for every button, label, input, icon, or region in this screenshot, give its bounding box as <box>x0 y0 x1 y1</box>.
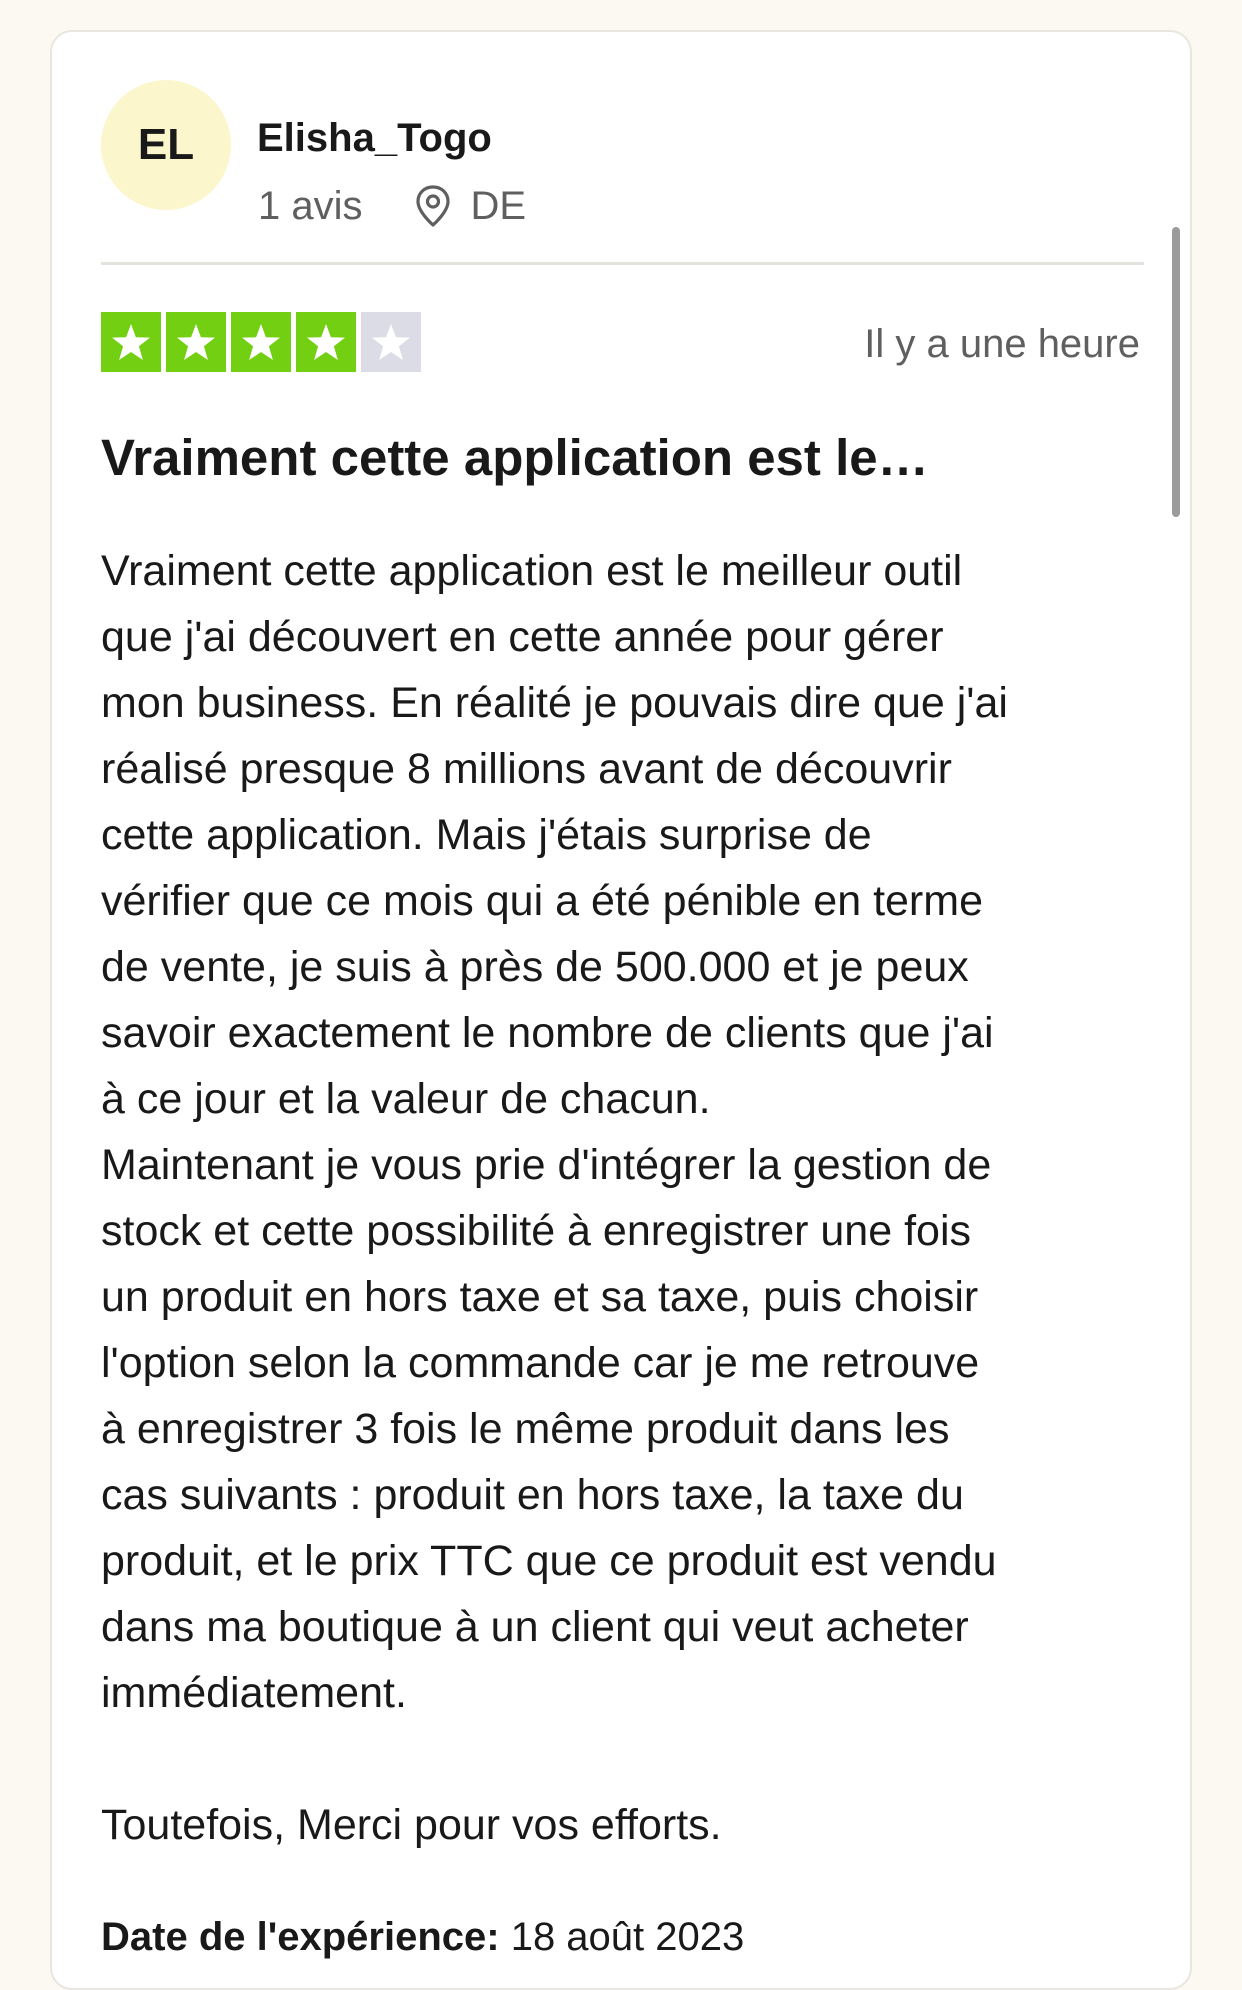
review-title[interactable]: Vraiment cette application est le… <box>101 429 929 486</box>
review-body-line: mon business. En réalité je pouvais dire que j'ai <box>101 679 1008 727</box>
star-icon <box>101 312 161 372</box>
star-icon <box>296 312 356 372</box>
review-body-line: Maintenant je vous prie d'intégrer la gestion de <box>101 1141 992 1189</box>
review-body-line: produit, et le prix TTC que ce produit est vendu <box>101 1537 997 1585</box>
divider <box>101 262 1144 265</box>
location-pin-icon <box>413 184 453 228</box>
review-body-line: réalisé presque 8 millions avant de découvrir <box>101 745 952 793</box>
reviewer-header <box>101 80 1144 228</box>
star-icon <box>231 312 291 372</box>
experience-date <box>101 1912 744 1962</box>
review-body-line: à ce jour et la valeur de chacun. <box>101 1075 711 1123</box>
review-body-line: que j'ai découvert en cette année pour gérer <box>101 613 944 661</box>
star-rating <box>101 312 421 372</box>
review-body-line: Vraiment cette application est le meilleur outil <box>101 547 963 595</box>
review-body-line: savoir exactement le nombre de clients que j'ai <box>101 1009 994 1057</box>
review-body-line: de vente, je suis à près de 500.000 et je peux <box>101 943 969 991</box>
review-body-line: stock et cette possibilité à enregistrer une fois <box>101 1207 971 1255</box>
reviewer-name[interactable]: Elisha_Togo <box>257 116 492 160</box>
blank-line <box>101 1726 1161 1792</box>
reviewer-meta <box>258 184 526 228</box>
experience-date-value: 18 août 2023 <box>510 1915 745 1959</box>
reviewer-country: DE <box>470 184 527 228</box>
review-body-line: immédiatement. <box>101 1669 407 1717</box>
star-icon <box>166 312 226 372</box>
review-body-line: Toutefois, Merci pour vos efforts. <box>101 1801 722 1849</box>
review-body-line: à enregistrer 3 fois le même produit dans les <box>101 1405 950 1453</box>
review-body-line: un produit en hors taxe et sa taxe, puis choisir <box>101 1273 979 1321</box>
avatar[interactable]: EL <box>101 80 231 210</box>
review-body-line: cas suivants : produit en hors taxe, la taxe du <box>101 1471 964 1519</box>
review-body-line: cette application. Mais j'étais surprise de <box>101 811 872 859</box>
review-time: Il y a une heure <box>864 322 1140 366</box>
review-card <box>50 30 1192 1990</box>
scrollbar[interactable] <box>1172 227 1180 517</box>
review-body-line: l'option selon la commande car je me retrouve <box>101 1339 980 1387</box>
experience-date-label: Date de l'expérience: <box>101 1915 500 1959</box>
star-icon <box>361 312 421 372</box>
review-body <box>101 538 1161 1858</box>
review-body-line: vérifier que ce mois qui a été pénible en terme <box>101 877 983 925</box>
review-body-line: dans ma boutique à un client qui veut acheter <box>101 1603 969 1651</box>
review-count: 1 avis <box>258 184 363 228</box>
